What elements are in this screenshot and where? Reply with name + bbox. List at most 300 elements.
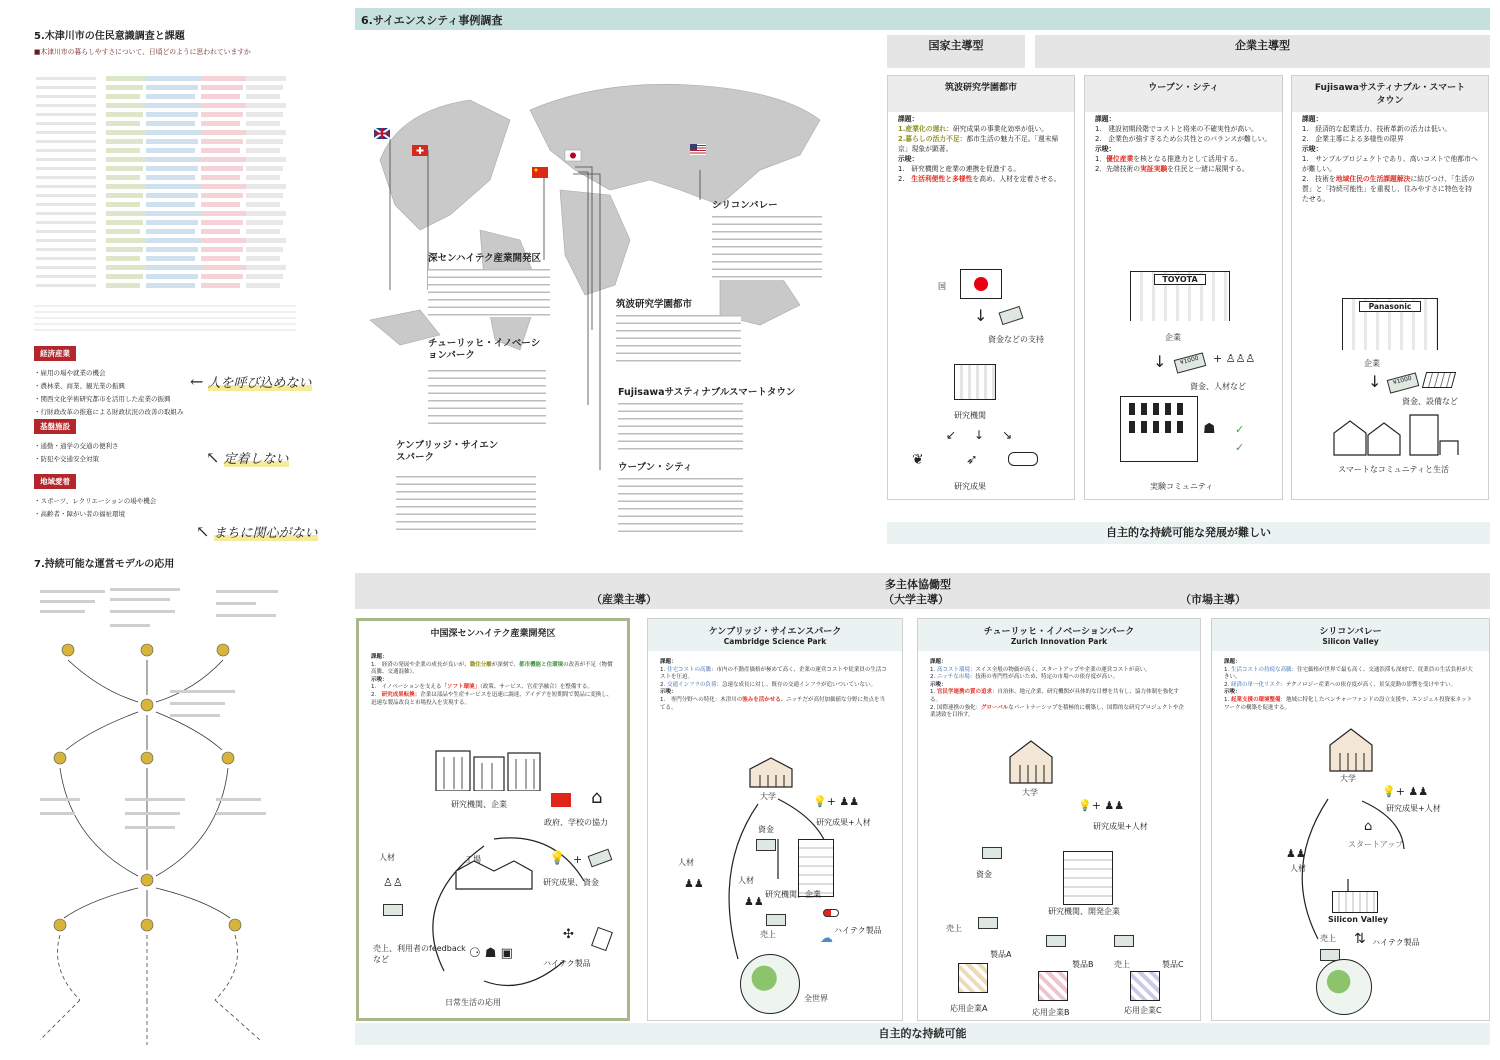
- solar-panel-icon: [1422, 372, 1456, 388]
- case-tsukuba: [887, 75, 1075, 500]
- survey-bar: [146, 247, 198, 252]
- survey-bar: [201, 148, 240, 153]
- survey-bar: [246, 112, 283, 117]
- survey-bar: [146, 274, 198, 279]
- down-arrow-icon: ↓: [1368, 372, 1382, 391]
- city-desc-lines: [396, 476, 536, 532]
- card-k1-text: ：市内の不動産価格が極めて高く、企業の運営コストや従業員の生活コストを圧迫。: [660, 666, 887, 681]
- case-k2: 2. 企業色が強すぎるため公共性とのバランスが難しい。: [1095, 135, 1272, 143]
- case-s2: [1302, 174, 1478, 204]
- section7-title: 7.持続可能な運営モデルの応用: [34, 559, 175, 570]
- survey-bar: [246, 274, 283, 279]
- survey-bar: [146, 265, 201, 270]
- survey-bar: [246, 148, 280, 153]
- diag-result: 研究成果、資金: [543, 878, 599, 887]
- card-s1-pre: 1.: [1224, 696, 1231, 703]
- vr-goggles-icon: [1008, 452, 1038, 466]
- survey-bar: [106, 157, 146, 162]
- survey-bar: [106, 220, 143, 225]
- plus-icon: +: [573, 853, 583, 866]
- diag-fund: 資金、設備など: [1402, 397, 1458, 406]
- survey-bar: [146, 148, 195, 153]
- card-head-k: 課題：: [660, 659, 677, 665]
- diag-inst: 研究機関、企業: [451, 800, 507, 809]
- case-k2-text: 都市生活の魅力不足。「週末帰京」現象が顕著。: [898, 135, 1059, 153]
- diag-inst: 研究機関、企業: [765, 890, 821, 899]
- cash-icon: [1046, 935, 1066, 947]
- survey-bar: [246, 202, 280, 207]
- people-icon: ♟♟: [684, 877, 704, 890]
- cycle-arrows: [1292, 779, 1412, 959]
- case-k1: 1. 建設初期段階でコストと将来の不確実性が高い。: [1095, 125, 1258, 133]
- diag-feedback: 売上、利用者のfeedback など: [373, 944, 466, 964]
- diag-product: ハイテク製品: [834, 926, 882, 935]
- survey-bar: [246, 157, 286, 162]
- diag-research: 研究成果+人材: [1386, 804, 1441, 813]
- city-silicon-valley: [712, 200, 827, 212]
- case-k1: 1. 経済的な起業活力、技術革新の活力は低い。: [1302, 125, 1452, 133]
- cash-icon: ¥1000: [1174, 352, 1207, 373]
- diag-aC: 応用企業C: [1124, 1006, 1162, 1015]
- survey-row-label: [36, 86, 96, 89]
- card-s1: [1224, 697, 1477, 712]
- survey-bar: [201, 202, 240, 207]
- note-1-text: 人を呼び込めない: [207, 376, 312, 391]
- diag-sales: 売上: [1114, 960, 1130, 969]
- survey-bar: [106, 229, 140, 234]
- diag-sales: 売上: [760, 930, 776, 939]
- card-k2-text: ：技術の専門性が高いため、特定の市場への依存度が高い。: [969, 674, 1119, 681]
- bulb-people-icon: 💡+ ♟♟: [1382, 785, 1429, 798]
- survey-bar: [146, 193, 198, 198]
- diag-startup: スタートアップ: [1348, 840, 1404, 849]
- survey-row-label: [36, 95, 96, 98]
- card-s2-pre: 2.: [371, 691, 382, 698]
- card-cambridge: [647, 618, 903, 1021]
- survey-bar: [246, 76, 286, 81]
- people-icon: ♟♟: [1286, 847, 1306, 860]
- survey-bar: [146, 85, 198, 90]
- survey-bar: [146, 139, 198, 144]
- survey-bar: [246, 130, 286, 135]
- card-s1: [930, 689, 1188, 704]
- survey-bar: [106, 256, 140, 261]
- card-head-s: 示唆：: [930, 681, 947, 688]
- card-k1-hl: 住宅コストの高騰: [667, 666, 712, 673]
- survey-row-label: [36, 257, 96, 260]
- diag-inst: 研究機関、開発企業: [1048, 907, 1120, 916]
- card-title: 中国深センハイテク産業開発区: [359, 621, 627, 644]
- conclusion-1-text: 自主的な持続可能な発展が難しい: [1106, 526, 1271, 539]
- survey-bar: [201, 166, 243, 171]
- survey-bar: [246, 265, 286, 270]
- survey-chart-svg: [34, 62, 296, 300]
- survey-bar: [146, 256, 195, 261]
- case-s2-pre: 2．先端技術の: [1095, 165, 1141, 173]
- panasonic-building-icon: [1342, 298, 1438, 350]
- cash-icon: [999, 306, 1024, 325]
- survey-bar: [246, 85, 283, 90]
- survey-bar: [106, 274, 143, 279]
- city-fujisawa: [618, 387, 828, 399]
- card-k1-post: の改善が不足（物價高騰、交通混雑）。: [371, 661, 613, 676]
- check-icons: ✓ ✓: [1235, 423, 1245, 454]
- survey-row-label: [36, 140, 96, 143]
- case-fujisawa: [1291, 75, 1489, 500]
- survey-bar: [201, 157, 246, 162]
- survey-bar: [201, 85, 243, 90]
- case-s1: [1095, 154, 1272, 164]
- survey-bar: [106, 76, 146, 81]
- diag-research: 研究成果+人材: [816, 818, 871, 827]
- office-building-icon: [1063, 851, 1113, 905]
- robot-icon: ☗: [1203, 421, 1216, 437]
- survey-bar: [246, 238, 286, 243]
- flag-icon: [551, 793, 571, 807]
- survey-row-label: [36, 104, 96, 107]
- case-k2-hl: 2.暮らしの活力不足：: [898, 135, 967, 143]
- survey-bar: [146, 130, 201, 135]
- survey-bar: [246, 193, 283, 198]
- diag-pA: 製品A: [990, 950, 1012, 959]
- card-title: チューリッヒ・イノベーションパーク: [983, 627, 1135, 637]
- survey-bar: [201, 220, 243, 225]
- case-k1-hl: 1.産業化の遅れ：: [898, 125, 953, 133]
- case-s1-hl: 優位産業: [1106, 155, 1134, 163]
- survey-bar: [201, 130, 246, 135]
- case-s1-pre: 1．: [1095, 155, 1107, 163]
- card-k2: [930, 674, 1188, 682]
- survey-bar: [201, 193, 243, 198]
- survey-chart: [34, 62, 296, 300]
- survey-bar: [146, 175, 195, 180]
- card-zurich: [917, 618, 1201, 1021]
- diag-sv: Silicon Valley: [1328, 915, 1388, 924]
- city-woven: [618, 462, 748, 474]
- case-title: ウーブン・シティ: [1085, 76, 1282, 112]
- city-name: 深センハイテク産業開発区: [428, 253, 541, 264]
- survey-row-label: [36, 176, 96, 179]
- survey-bar: [201, 256, 240, 261]
- survey-row-label: [36, 212, 96, 215]
- card-s2-text: 企業は部品や生産サービスを迅速に調達、アイデアを短期間で製品に変換し、迅速な製品改良と市場投入を実現する。: [371, 691, 613, 706]
- case-s1: 1. 研究機関と産業の連携を促進する。: [898, 165, 1021, 173]
- survey-row-label: [36, 284, 96, 287]
- survey-bar: [106, 130, 146, 135]
- card-k2-pre: 2.: [1224, 681, 1231, 688]
- card-head-s: 示唆：: [660, 689, 677, 696]
- survey-bar: [246, 94, 280, 99]
- card-silicon-valley: [1211, 618, 1490, 1021]
- card-k1: [1224, 667, 1477, 682]
- s7-diagram: [30, 580, 330, 1050]
- brand-toyota: TOYOTA: [1154, 274, 1206, 285]
- brand-panasonic: Panasonic: [1359, 301, 1421, 312]
- survey-row-label: [36, 131, 96, 134]
- section6-band: [355, 8, 1490, 30]
- card-k2-hl: ニッチな市場: [937, 674, 970, 681]
- city-desc-lines: [428, 269, 550, 317]
- card-s1-text: （政策、サービス、官産学融合）を整備する。: [480, 684, 593, 691]
- case-head-k: 課題：: [1095, 115, 1116, 123]
- survey-bar: [201, 265, 246, 270]
- diag-jinzai: 人材: [379, 853, 395, 862]
- cat-economy: [34, 341, 184, 419]
- survey-bar: [106, 238, 146, 243]
- cat-attachment: [34, 469, 156, 521]
- card-s1-pre: 1.: [930, 689, 937, 696]
- case-head-k: 課題：: [1302, 115, 1323, 123]
- case-head-s: 示唆：: [1095, 145, 1116, 153]
- note-2: ↖ 定着しない: [206, 448, 289, 467]
- card-subtitle: Silicon Valley: [1322, 637, 1379, 646]
- survey-bar: [106, 94, 140, 99]
- survey-bar: [146, 238, 201, 243]
- diag-daily: 日常生活の応用: [445, 998, 501, 1007]
- bulb-icon: 💡: [549, 851, 566, 866]
- survey-bar: [201, 121, 240, 126]
- city-name: ウーブン・シティ: [618, 462, 693, 473]
- card-s1-pre: 1. 専門分野への特化：木津川の: [660, 696, 743, 703]
- survey-bar: [106, 175, 140, 180]
- rocket-icon: ➶: [966, 452, 978, 468]
- diag-sales: 売上: [946, 924, 962, 933]
- survey-bar: [146, 76, 201, 81]
- cat-attach-item: ・スポーツ、レクリエーションの場や機会: [34, 497, 157, 505]
- diag-aA: 応用企業A: [950, 1004, 988, 1013]
- city-desc-lines: [712, 216, 822, 280]
- diag-research: 研究成果+人材: [1093, 822, 1148, 831]
- survey-bar: [106, 85, 143, 90]
- city-name: チューリッヒ・イノベーションパーク: [428, 338, 541, 361]
- toyota-building-icon: [1130, 271, 1230, 321]
- cat-attach-item: ・高齢者・障がい者の福祉環境: [34, 510, 125, 518]
- cat-economy-item: ・農林業、商業、観光業の振興: [34, 382, 125, 390]
- card-s2-pre: 2. 国際連携の強化：: [930, 704, 981, 711]
- card-k2-pre: 2.: [930, 674, 937, 681]
- diag-univ: 大学: [1022, 788, 1038, 797]
- survey-row-label: [36, 221, 96, 224]
- case-woven: [1084, 75, 1283, 500]
- city-desc-lines: [618, 403, 743, 451]
- cat-infra-label: 基盤施設: [34, 419, 76, 434]
- card-s2-text: なパートナーシップを積極的に構築し、国際的な研究プロジェクトや企業誘致を目指す。: [930, 704, 1184, 719]
- s7-diagram-svg: [30, 580, 330, 1050]
- survey-bar: [246, 184, 286, 189]
- card-k2-hl: 交通インフラの負荷: [667, 681, 717, 688]
- note-3: ↖ まちに関心がない: [196, 522, 318, 541]
- university-icon: [1008, 737, 1054, 785]
- diag-corp: 企業: [1364, 359, 1380, 368]
- diag-pC: 製品C: [1162, 960, 1184, 969]
- tablet-icon: [591, 927, 613, 951]
- conclusion-2: [355, 1023, 1490, 1045]
- card-title-block: [648, 619, 902, 651]
- diag-product: ハイテク製品: [543, 959, 591, 968]
- case-s2-text: を住民と一緒に展開する。: [1167, 165, 1249, 173]
- card-k1-pre: 1.: [660, 666, 667, 673]
- city-shenzhen: [428, 253, 568, 265]
- survey-bar: [201, 175, 240, 180]
- town-houses-icon: [1332, 411, 1460, 457]
- card-k2-text: ：急速な成長に対し、既存の交通インフラが追いついていない。: [716, 681, 877, 688]
- note-3-text: まちに関心がない: [213, 526, 318, 541]
- cash-icon: [982, 847, 1002, 859]
- card-s2: [371, 692, 615, 707]
- case-head-s: 示唆：: [1302, 145, 1323, 153]
- survey-row-label: [36, 122, 96, 125]
- survey-bar: [201, 247, 243, 252]
- survey-row-label: [36, 239, 96, 242]
- city-name: ケンブリッジ・サイエンスパーク: [396, 440, 499, 463]
- section6-title: 6.サイエンスシティ事例調査: [361, 14, 503, 27]
- diag-univ: 大学: [760, 792, 776, 801]
- survey-bar: [201, 76, 246, 81]
- globe-icon: [740, 954, 800, 1014]
- card-head-k: 課題：: [930, 659, 947, 665]
- multi-market: （市場主導）: [1180, 593, 1246, 606]
- card-k1-text: が深刻で、: [491, 661, 520, 668]
- survey-bar: [201, 139, 243, 144]
- case-title: 筑波研究学園都市: [888, 76, 1074, 112]
- type-national: 国家主導型: [887, 35, 1025, 68]
- research-buildings-icon: [434, 749, 544, 791]
- survey-bar: [146, 94, 195, 99]
- city-cambridge: [396, 440, 506, 464]
- cat-economy-item: ・雇用の場や就業の機会: [34, 369, 106, 377]
- survey-bar: [246, 247, 283, 252]
- survey-bar: [146, 103, 201, 108]
- card-head-k: 課題：: [371, 654, 388, 660]
- card-head-s: 示唆：: [1224, 689, 1241, 696]
- survey-row-label: [36, 158, 96, 161]
- diag-jinzai-2: 人材: [738, 876, 754, 885]
- case-s1: 1. サンプルプロジェクトであり、高いコストで他都市へが難しい。: [1302, 155, 1478, 173]
- community-building-icon: [1120, 396, 1198, 462]
- survey-bar: [246, 256, 280, 261]
- factory-a-icon: [958, 963, 988, 993]
- sv-building-icon: [1332, 891, 1378, 913]
- startup-icon: ⌂: [1364, 819, 1373, 834]
- city-desc-lines: [616, 315, 741, 363]
- case-s2-pre: 2.: [898, 175, 912, 183]
- diag-jinzai: 人材: [1290, 864, 1306, 873]
- cat-infrastructure: [34, 414, 119, 466]
- survey-bar: [246, 166, 283, 171]
- case-k2: [898, 134, 1064, 154]
- card-s2-hl: 研究成果転換：: [381, 691, 421, 698]
- case-s2-hl: 地域住民の生活課題解決: [1335, 175, 1411, 183]
- globe-icon: [1316, 959, 1372, 1015]
- survey-bar: [146, 202, 195, 207]
- survey-bar: [146, 112, 198, 117]
- card-s1-text: 、ニッチだが高付加価値な分野に焦点を当てる。: [660, 696, 886, 711]
- cat-infra-item: ・通勤・通学の交通の便利さ: [34, 442, 119, 450]
- diag-result: 研究成果: [954, 482, 986, 491]
- city-name: 筑波研究学園都市: [616, 299, 693, 310]
- multi-title: 多主体協働型: [885, 578, 951, 591]
- card-k1-hl: 高コスト環境: [937, 666, 971, 673]
- diag-fund: 資金などの支持: [988, 335, 1044, 344]
- cash-icon: ¥1000: [1387, 372, 1420, 393]
- survey-bar: [146, 220, 198, 225]
- japan-flag-icon: [960, 269, 1002, 299]
- survey-bar: [246, 220, 283, 225]
- survey-bar: [246, 103, 286, 108]
- card-k2-text: ：テクノロジー産業への依存度が高く、景気変動の影響を受けやすい。: [1280, 681, 1456, 688]
- cloud-icon: ☁: [820, 931, 833, 946]
- card-s1-hl: 「ソフト環境」: [441, 684, 480, 691]
- survey-bar: [201, 184, 246, 189]
- survey-bar: [106, 121, 140, 126]
- survey-bar: [106, 184, 146, 189]
- survey-bar: [246, 121, 280, 126]
- case-s2-hl: 生活利便性と多様性: [911, 175, 973, 183]
- card-subtitle: Cambridge Science Park: [723, 637, 827, 646]
- card-k1-pre: 1.: [930, 666, 937, 673]
- survey-bar: [106, 148, 140, 153]
- card-s1-text: ：自治体、地元企業、研究機関が具体的な目標を共有し、協力体制を強化する。: [930, 689, 1180, 703]
- plant-icon: ❦: [912, 452, 924, 468]
- diag-sales: 売上: [1320, 934, 1336, 943]
- survey-bar: [106, 265, 146, 270]
- survey-bar: [201, 274, 243, 279]
- survey-bar: [106, 211, 146, 216]
- diag-factory: 工場: [465, 855, 481, 864]
- survey-bar: [146, 157, 201, 162]
- survey-bar: [106, 283, 140, 288]
- card-head-k: 課題：: [1224, 659, 1241, 665]
- case-s2-text: を高め、人材を定着させる。: [972, 175, 1061, 183]
- survey-bar: [146, 283, 195, 288]
- survey-bar: [201, 229, 240, 234]
- diag-corp: 企業: [1165, 333, 1181, 342]
- section5-subtitle: ■木津川市の暮らしやすさについて、日頃どのように思われていますか: [34, 48, 251, 56]
- type-corporate: 企業主導型: [1035, 35, 1490, 68]
- survey-bar: [106, 139, 143, 144]
- card-s1-text: ：地域に特化したベンチャーファンドの設立支援や、エンジェル投資家ネットワークの構築を促進する。: [1224, 696, 1473, 711]
- people-icon: ♟♟: [744, 895, 764, 908]
- survey-row-label: [36, 248, 96, 251]
- case-s2-pre: 2. 技術を: [1302, 175, 1336, 183]
- card-title: シリコンバレー: [1319, 627, 1382, 637]
- survey-row-label: [36, 230, 96, 233]
- card-k2: [660, 682, 890, 690]
- survey-row-label: [36, 203, 96, 206]
- case-k1: [898, 124, 1064, 134]
- card-s1: [371, 684, 615, 692]
- diag-jinzai: 人材: [678, 858, 694, 867]
- case-head-s: 示唆：: [898, 155, 919, 163]
- diag-aB: 応用企業B: [1032, 1008, 1070, 1017]
- factory-b-icon: [1038, 971, 1068, 1001]
- survey-bar: [106, 202, 140, 207]
- card-k2: [1224, 682, 1477, 690]
- drone-icon: ✣: [563, 927, 574, 942]
- card-k1-hl: 職住分離: [469, 661, 492, 668]
- university-icon: [1328, 725, 1374, 773]
- multi-university: （大学主導）: [883, 593, 949, 606]
- card-k1-pre: 1. 経済の発展や企業の成長が良いが、: [371, 661, 470, 668]
- diag-kuni: 国: [938, 282, 946, 291]
- city-name: シリコンバレー: [712, 200, 778, 211]
- city-name: Fujisawaサスティナブルスマートタウン: [618, 387, 796, 398]
- note-1: ← 人を呼び込めない: [190, 372, 312, 391]
- survey-bar: [146, 121, 195, 126]
- city-desc-lines: [618, 478, 743, 534]
- case-s1-text: を核となる推進力として活用する。: [1133, 155, 1243, 163]
- survey-bar: [106, 112, 143, 117]
